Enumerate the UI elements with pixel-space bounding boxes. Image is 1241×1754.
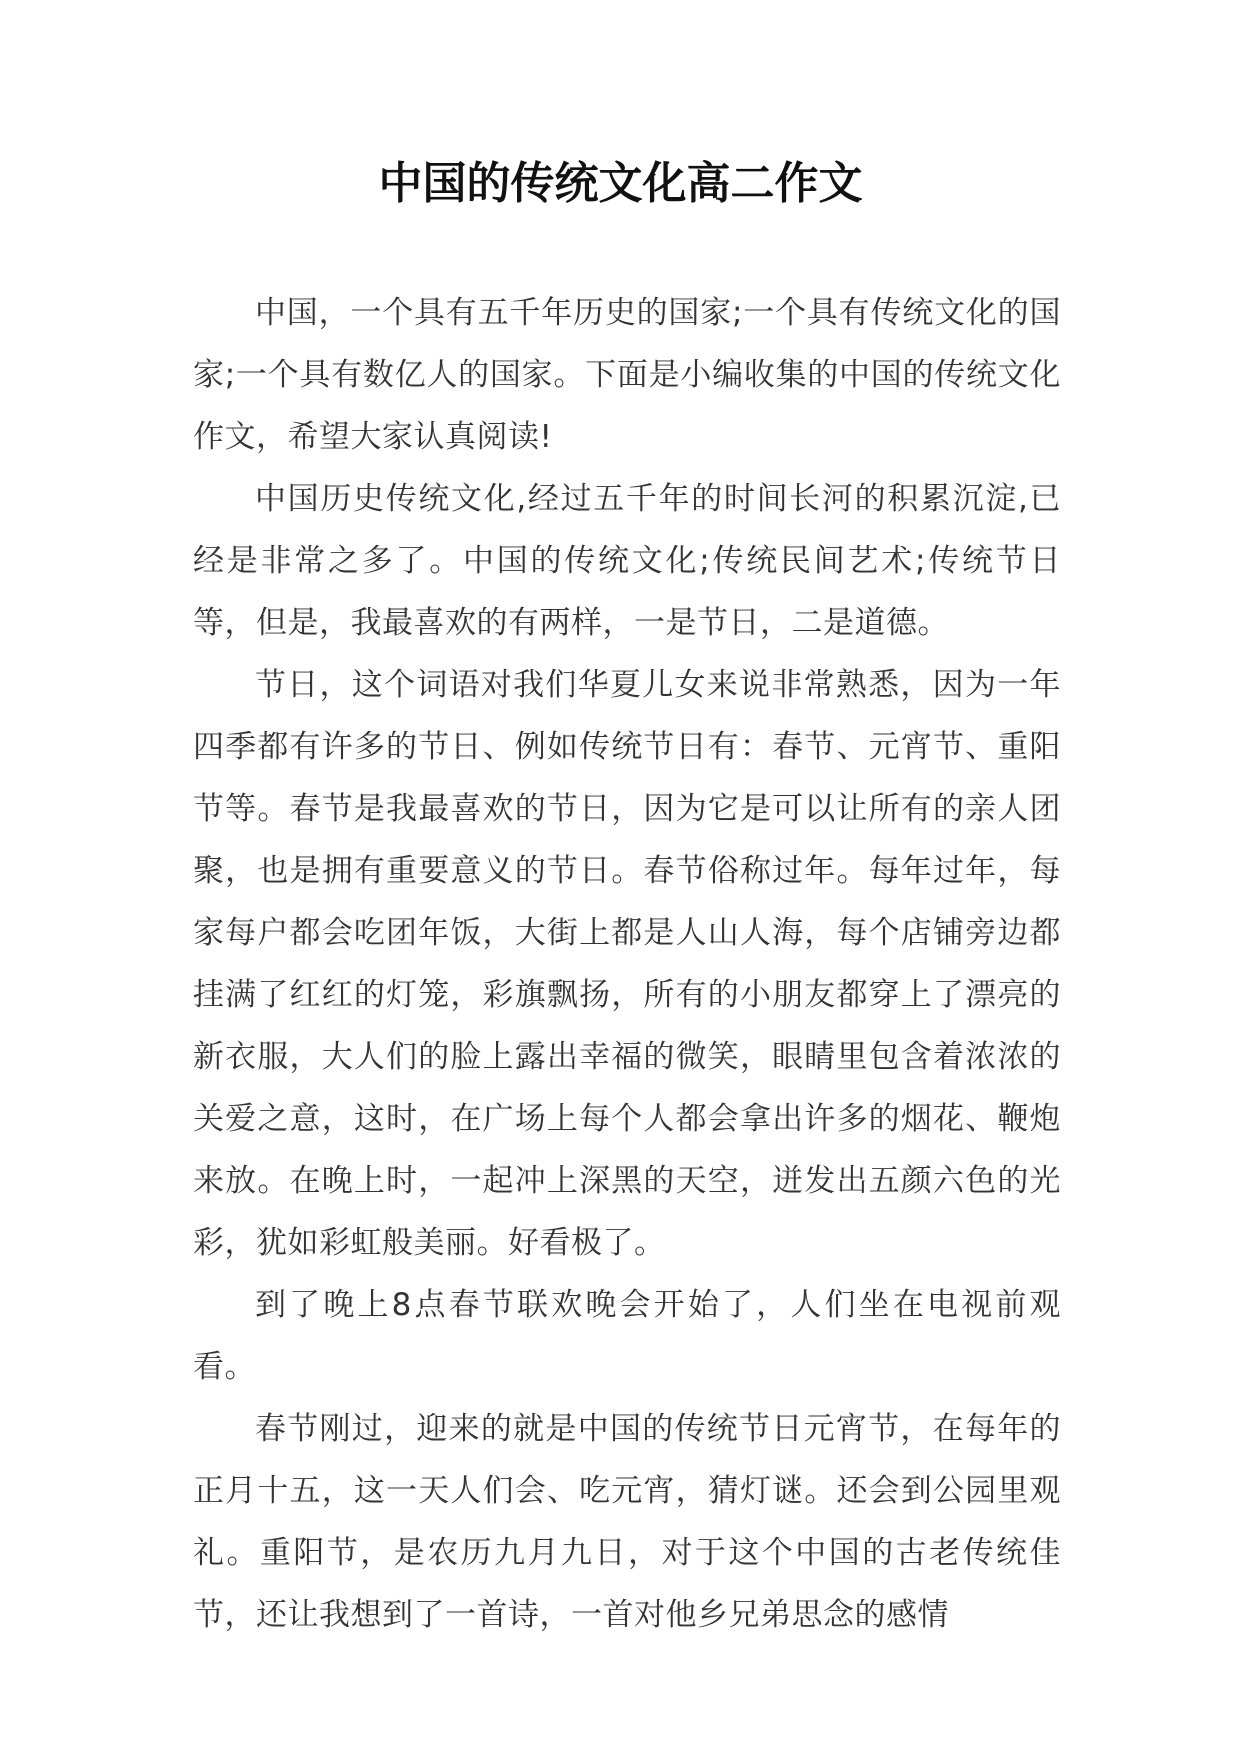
paragraph-festivals: 节日，这个词语对我们华夏儿女来说非常熟悉，因为一年四季都有许多的节日、例如传统节日有：春节、元宵节、重阳节等。春节是我最喜欢的节日，因为它是可以让所有的亲人团聚，也是拥有重要意义的节日。春节俗称过年。每年过年，每家每户都会吃团年饭，大街上都是人山人海，每个店铺旁边都挂满了红红的灯笼，彩旗飘扬，所有的小朋友都穿上了漂亮的新衣服，大人们的脸上露出幸福的微笑，眼睛里包含着浓浓的关爱之意，这时，在广场上每个人都会拿出许多的烟花、鞭炮来放。在晚上时，一起冲上深黑的天空，迸发出五颜六色的光彩，犹如彩虹般美丽。好看极了。: [193, 667, 1061, 1261]
paragraph-history: 中国历史传统文化,经过五千年的时间长河的积累沉淀,已经是非常之多了。中国的传统文化;传统民间艺术;传统节日等，但是，我最喜欢的有两样，一是节日，二是道德。: [193, 481, 1061, 641]
paragraph-gala: 到了晚上8点春节联欢晚会开始了，人们坐在电视前观看。: [193, 1287, 1061, 1385]
document-title: 中国的传统文化高二作文: [378, 158, 863, 209]
document-body: [193, 282, 1061, 1646]
paragraph-lantern-festival: 春节刚过，迎来的就是中国的传统节日元宵节，在每年的正月十五，这一天人们会、吃元宵，猜灯谜。还会到公园里观礼。重阳节，是农历九月九日，对于这个中国的古老传统佳节，还让我想到了一首诗，一首对他乡兄弟思念的感情: [193, 1411, 1061, 1633]
paragraph-intro: 中国，一个具有五千年历史的国家;一个具有传统文化的国家;一个具有数亿人的国家。下面是小编收集的中国的传统文化作文，希望大家认真阅读!: [193, 295, 1061, 455]
